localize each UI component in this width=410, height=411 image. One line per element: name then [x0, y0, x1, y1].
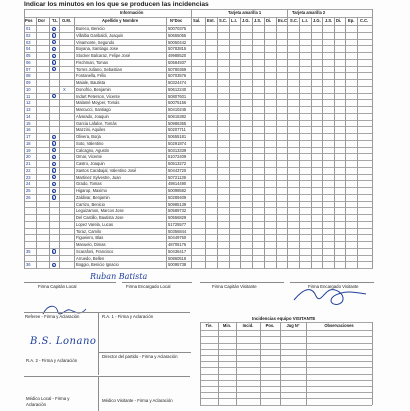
inc-hline: [200, 392, 372, 393]
line-encargado-visitante: [290, 282, 374, 283]
row-name: Olivera, Borja: [76, 134, 101, 139]
row-doc: 50436417: [168, 248, 187, 254]
sig-capitan-local: Firma Capitán Local: [38, 284, 77, 289]
ta2-col-4: Di.: [336, 18, 342, 23]
inc-hline: [200, 380, 372, 381]
ta2-col-3: J.S.: [325, 18, 333, 23]
row-doc: 50860518: [168, 255, 187, 261]
row-name: Stocker Balcaraz, Felipe José: [76, 53, 131, 58]
row-doc: 50207711: [168, 127, 186, 133]
grid-hline: [24, 140, 372, 141]
grid-hline: [24, 79, 372, 80]
grid-vline: [36, 17, 37, 269]
ta1-col-0: Sal.: [193, 18, 201, 23]
row-name: Higarop, Maximo: [76, 188, 107, 193]
row-name: Maiale, Bautista: [76, 80, 106, 85]
row-name: Malamé Moyper, Tomás: [76, 100, 120, 106]
grid-hline: [24, 248, 372, 249]
grid-hline: [24, 207, 372, 208]
inc-col-5: Observaciones: [324, 323, 354, 328]
inc-col-0: Tie.: [205, 323, 213, 328]
inc-hline: [200, 398, 372, 399]
grid-vline: [191, 9, 192, 269]
grid-hline: [24, 234, 372, 235]
row-pos: 14: [26, 113, 31, 119]
grid-vline: [334, 17, 335, 269]
row-pos: 20: [26, 154, 31, 160]
row-name: Arruedo, Bellen: [76, 255, 105, 261]
row-name: Donofrio, Benjamin: [76, 86, 111, 92]
grid-hline: [24, 106, 372, 107]
row-doc: 50655181: [168, 134, 187, 139]
titular-mark: 1: [52, 182, 55, 187]
grid-vline: [287, 9, 288, 269]
row-pos: 09: [26, 80, 31, 85]
sig-ra2: R.A. 2 - Firma y Aclaración: [26, 358, 78, 363]
titular-mark: 1: [52, 189, 55, 194]
sig-capitan-visitante: Firma Capitán Visitante: [212, 284, 257, 289]
grid-hline: [24, 167, 372, 168]
grid-vline: [264, 17, 265, 269]
row-doc: 50070375: [168, 26, 187, 31]
ta1-col-6: Di.: [266, 18, 272, 23]
sig-referee: Referee - Firma y Aclaración: [25, 314, 80, 319]
row-doc: 50095738: [168, 262, 187, 268]
grid-vline: [205, 17, 206, 269]
row-doc: 50589732: [168, 208, 187, 214]
grid-hline: [24, 201, 372, 202]
row-doc: 50985139: [168, 201, 187, 207]
row-pos: 36: [26, 262, 31, 268]
line-capitan-visitante: [200, 282, 284, 283]
row-doc: 50612240: [168, 86, 187, 92]
row-pos: 17: [26, 134, 31, 139]
sig-encargado-visitante: Firma Encargado Visitante: [308, 284, 359, 289]
row-doc: 50807601: [168, 93, 187, 99]
col-pos: Pos: [25, 18, 33, 23]
sig-medico-visitante: Médico Visitante - Firma y Aclaración: [102, 398, 173, 403]
grid-hline: [24, 147, 372, 148]
grid-hline: [24, 45, 372, 46]
row-pos: 15: [26, 120, 31, 126]
inc-hline: [200, 322, 372, 323]
row-doc: 50703576: [168, 73, 187, 79]
ta1-col-1: Ent.: [207, 18, 215, 23]
row-name: Lopez Varela, Lucas: [76, 221, 114, 227]
row-doc: 50513272: [168, 161, 187, 166]
grid-hline: [24, 255, 372, 256]
row-name: Vinamonte, Segundo: [76, 39, 115, 45]
inc-hline: [200, 361, 372, 362]
grid-hline: [24, 126, 372, 127]
row-pos: 13: [26, 107, 31, 112]
row-pos: 04: [26, 46, 31, 52]
titular-mark: 1: [52, 41, 55, 46]
ta2-col-2: J.G.: [313, 18, 321, 23]
grid-hline: [24, 268, 372, 269]
ta1-col-3: L.I.: [231, 18, 237, 23]
grid-hline: [24, 113, 372, 114]
grid-vline: [24, 9, 25, 269]
titular-mark: 1: [52, 27, 55, 32]
ta1-col-7: Ec.C.: [278, 18, 289, 23]
titular-mark: 1: [52, 169, 55, 174]
row-pos: 02: [26, 32, 31, 38]
inc-vline: [306, 322, 307, 405]
grid-hline: [24, 72, 372, 73]
row-doc: 48705176: [168, 242, 187, 247]
row-pos: 24: [26, 181, 31, 187]
ta1-col-4: J.G.: [242, 18, 250, 23]
row-om: X: [63, 86, 66, 92]
page-title: Indicar los minutos en los que se producen las incidencias: [24, 1, 209, 8]
row-name: Bureco, Benicio: [76, 26, 105, 31]
inc-hline: [200, 367, 372, 368]
row-name: Garcia Lafalce, Tomás: [76, 120, 117, 126]
grid-vline: [345, 17, 346, 269]
ta2-col-6: C.C.: [360, 18, 369, 23]
row-doc: 50098582: [168, 188, 187, 193]
row-pos: 25: [26, 188, 31, 193]
row-name: Toraz, Camilo: [76, 228, 102, 234]
titular-mark: 1: [52, 155, 55, 160]
row-name: Zaldivar, Benjamin: [76, 194, 110, 200]
row-doc: 50075156: [168, 100, 187, 106]
inc-hline: [200, 330, 372, 331]
titular-mark: 1: [52, 149, 55, 154]
row-pos: 19: [26, 147, 31, 153]
row-doc: 51725577: [168, 221, 187, 227]
inc-col-4: Jug N°: [286, 323, 300, 328]
row-pos: 21: [26, 161, 31, 166]
row-pos: 07: [26, 66, 31, 72]
grid-vline: [372, 9, 373, 269]
row-doc: 50443720: [168, 167, 187, 173]
row-doc: 49988520: [168, 53, 187, 58]
row-doc: 50780369: [168, 66, 187, 72]
row-pos: 22: [26, 167, 31, 173]
grid-hline: [24, 160, 372, 161]
incidencias-title: Incidencias equipo VISITANTE: [252, 316, 316, 321]
row-name: Figueiero, Blas: [76, 235, 104, 241]
row-pos: 26: [26, 194, 31, 200]
grid-hline: [24, 59, 372, 60]
titular-mark: 1: [52, 68, 55, 73]
row-pos: 05: [26, 53, 31, 58]
row-name: Marcucci, Santiago: [76, 107, 111, 112]
col-tl: T.L: [52, 18, 58, 23]
row-name: Indart Peterson, Vicente: [76, 93, 120, 99]
titular-mark: 1: [52, 176, 55, 181]
grid-hline: [24, 99, 372, 100]
row-name: Carrizo, Benicio: [76, 201, 105, 207]
row-doc: 49814490: [168, 181, 187, 187]
grid-hline: [24, 93, 372, 94]
row-doc: 50655055: [168, 32, 187, 38]
col-om: O.M.: [62, 18, 71, 23]
titular-mark: 1: [52, 196, 55, 201]
ta2-col-0: S.C.: [290, 18, 298, 23]
grid-hline: [24, 194, 372, 195]
inc-vline: [280, 322, 281, 405]
row-pos: 11: [26, 93, 31, 99]
row-doc: 50289409: [168, 194, 187, 200]
row-doc: 50449760: [168, 235, 187, 241]
titular-mark: 1: [52, 263, 55, 268]
grid-vline: [252, 17, 253, 269]
grid-hline: [24, 32, 372, 33]
inc-col-3: Pos.: [265, 323, 275, 328]
section-info: Información: [120, 10, 144, 15]
inc-hline: [200, 336, 372, 337]
row-doc: 50324474: [168, 80, 187, 85]
section-ta2: Tarjeta amarilla 2: [292, 10, 326, 15]
row-name: Manuelo, Dimas: [76, 242, 106, 247]
row-name: Boggio, Benicio Ignacio: [76, 262, 119, 268]
handwritten-name-2: B.S. Lonano: [30, 336, 97, 347]
section-ta1: Tarjeta amarilla 1: [228, 10, 262, 15]
row-pos: 01: [26, 26, 31, 31]
inc-hline: [200, 343, 372, 344]
grid-hline: [24, 39, 372, 40]
row-pos: 23: [26, 174, 31, 180]
row-name: Castro, Joaquin: [76, 161, 105, 166]
titular-mark: 1: [52, 34, 55, 39]
inc-hline: [200, 386, 372, 387]
row-name: Fontanella, Félix: [76, 73, 107, 79]
sig-medico-local: Médico Local - Firma y Aclaración: [26, 396, 70, 408]
row-pos: 18: [26, 140, 31, 146]
grid-hline: [24, 17, 372, 18]
row-pos: 03: [26, 39, 31, 45]
grid-hline: [24, 214, 372, 215]
row-doc: 50410245: [168, 107, 187, 112]
grid-hline: [24, 221, 372, 222]
row-pos: 06: [26, 59, 31, 65]
ta2-col-5: Ep.: [348, 18, 355, 23]
grid-hline: [24, 9, 372, 10]
grid-vline: [74, 17, 75, 269]
titular-mark: 1: [52, 135, 55, 140]
inc-hline: [200, 349, 372, 350]
ta2-col-1: L.I.: [302, 18, 308, 23]
grid-vline: [229, 17, 230, 269]
titular-mark: 1: [52, 95, 55, 100]
row-pos: 16: [26, 127, 31, 133]
box-medico-visitante: [98, 376, 190, 411]
inc-vline: [236, 322, 237, 405]
sig-encargado-local: Firma Encargado Local: [126, 284, 171, 289]
sig-director: Director del partido - Firma y Aclaración: [102, 354, 178, 359]
row-name: Del Castillo, Bautista Jose: [76, 215, 124, 220]
titular-mark: 1: [52, 54, 55, 59]
row-doc: 50721139: [168, 174, 186, 180]
grid-vline: [276, 17, 277, 269]
row-doc: 51072409: [168, 154, 187, 160]
row-name: Mazzini, Aquiles: [76, 127, 106, 133]
titular-mark: 1: [52, 250, 55, 255]
row-name: Villalba Garibaldi, Joaquin: [76, 32, 124, 38]
row-name: Torres Juliano, Sebastian: [76, 66, 122, 72]
row-name: Calcagno, Agustin: [76, 147, 109, 153]
grid-vline: [311, 17, 312, 269]
grid-hline: [24, 133, 372, 134]
inc-hline: [200, 374, 372, 375]
grid-vline: [49, 17, 50, 269]
grid-vline: [322, 17, 323, 269]
sig-ra1: R.A. 1 - Firma y Aclaración: [102, 314, 154, 319]
inc-vline: [372, 322, 373, 405]
col-name: Apellido y Nombre: [102, 18, 139, 23]
row-doc: 50313339: [168, 147, 187, 153]
grid-hline: [24, 241, 372, 242]
titular-mark: 1: [52, 142, 55, 147]
row-name: Martinez Sylvestre, Juan: [76, 174, 121, 180]
handwritten-name-1: Ruban Batista: [90, 272, 148, 281]
grid-hline: [24, 153, 372, 154]
line-capitan-local: [24, 282, 116, 283]
inc-col-2: Incid.: [242, 323, 254, 328]
grid-hline: [24, 66, 372, 67]
titular-mark: 1: [52, 47, 55, 52]
row-doc: 50783815: [168, 46, 187, 52]
grid-vline: [59, 17, 60, 269]
row-name: Boyana, Santiago Jose: [76, 46, 119, 52]
row-pos: 35: [26, 248, 31, 254]
row-doc: 50291874: [168, 140, 187, 146]
row-name: Grado, Tomas: [76, 181, 102, 187]
row-doc: 50986355: [168, 120, 187, 126]
line-encargado-local: [122, 282, 192, 283]
row-doc: 50615382: [168, 113, 187, 119]
grid-hline: [24, 86, 372, 87]
col-dor: Dor: [38, 18, 46, 23]
inc-col-1: Min.: [222, 323, 232, 328]
grid-vline: [240, 17, 241, 269]
row-name: Soto, Valentino: [76, 140, 104, 146]
row-name: Santos Carabajal, Valentino José: [76, 167, 137, 173]
grid-hline: [24, 187, 372, 188]
row-doc: 50584937: [168, 59, 187, 65]
row-name: Omar, Vicente: [76, 154, 102, 160]
titular-mark: 1: [52, 162, 55, 167]
row-name: Leguizamon, Marcos Jose: [76, 208, 124, 214]
row-pos: 12: [26, 100, 31, 106]
row-name: Alvarado, Joaquin: [76, 113, 109, 119]
grid-hline: [24, 120, 372, 121]
grid-hline: [24, 228, 372, 229]
grid-vline: [166, 17, 167, 269]
grid-hline: [24, 174, 372, 175]
col-doc: N°Doc: [170, 18, 183, 23]
row-doc: 50050442: [168, 39, 187, 45]
row-name: Scarafoni, Francisco: [76, 248, 114, 254]
ta1-col-5: J.S.: [254, 18, 262, 23]
grid-hline: [24, 261, 372, 262]
inc-vline: [218, 322, 219, 405]
inc-hline: [200, 355, 372, 356]
row-name: Fischman, Tomas: [76, 59, 109, 65]
row-doc: 50556829: [168, 215, 187, 220]
row-pos: 08: [26, 73, 31, 79]
inc-vline: [200, 322, 201, 405]
grid-hline: [24, 180, 372, 181]
grid-vline: [299, 17, 300, 269]
titular-mark: 1: [52, 61, 55, 66]
ta1-col-2: S.C.: [219, 18, 227, 23]
inc-hline: [200, 405, 372, 406]
inc-vline: [260, 322, 261, 405]
row-doc: 50356844: [168, 228, 187, 234]
grid-vline: [217, 17, 218, 269]
row-pos: 10: [26, 86, 31, 92]
grid-hline: [24, 52, 372, 53]
grid-hline: [24, 25, 372, 26]
grid-vline: [357, 17, 358, 269]
